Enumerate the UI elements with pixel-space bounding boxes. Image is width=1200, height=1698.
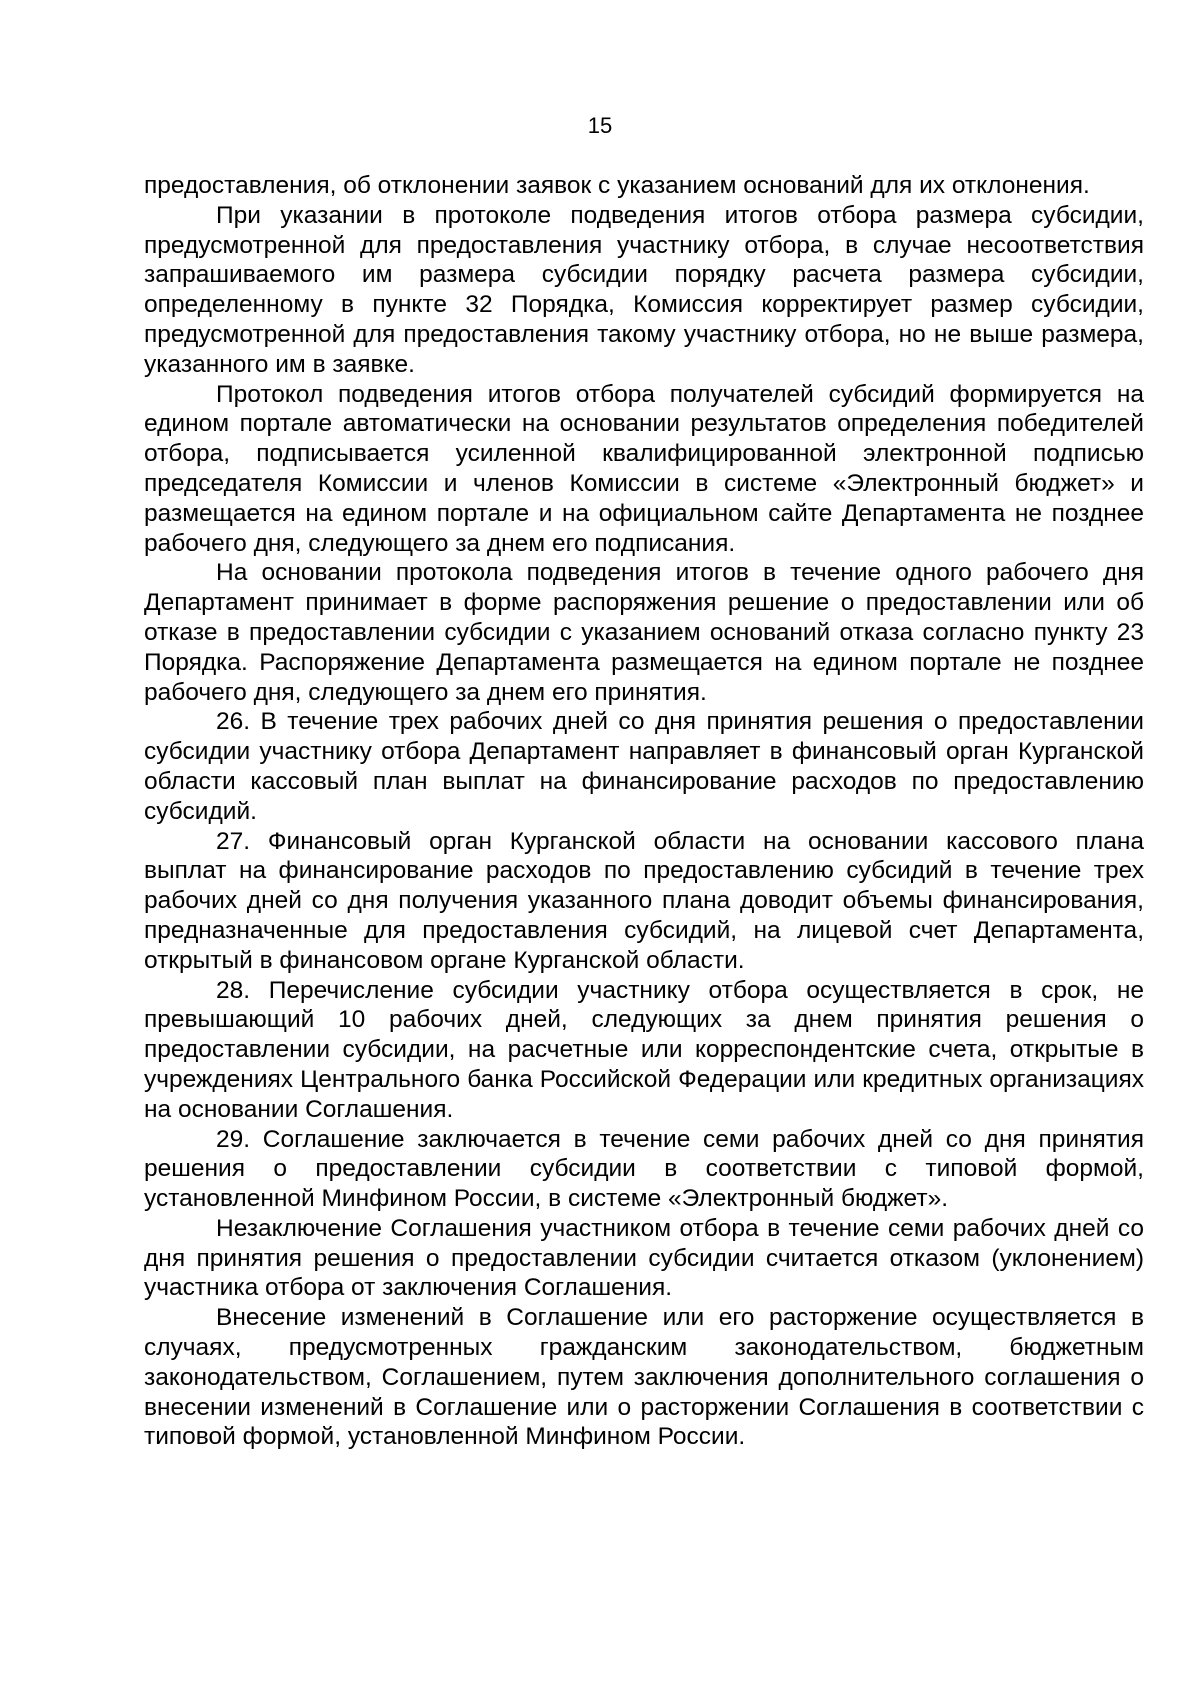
document-body bbox=[144, 171, 1144, 1452]
paragraph-item-26: 26. В течение трех рабочих дней со дня принятия решения о предоставлении субсидии участнику отбора Департамент направляет в финансовый орган Курганской области кассовый план выплат на финансирование расходов по предоставлению субсидий. bbox=[144, 708, 1144, 825]
paragraph-department-decision: На основании протокола подведения итогов в течение одного рабочего дня Департамент принимает в форме распоряжения решение о предоставлении или об отказе в предоставлении субсидии с указанием оснований отказа согласно пункту 23 Порядка. Распоряжение Департамента размещается на едином портале не позднее рабочего дня, следующего за днем его принятия. bbox=[144, 559, 1144, 706]
paragraph-subsidy-correction: При указании в протоколе подведения итогов отбора размера субсидии, предусмотренной для предоставления участнику отбора, в случае несоответствия запрашиваемого им размера субсидии порядку расчета размера субсидии, определенному в пункте 32 Порядка, Комиссия корректирует размер субсидии, предусмотренной для предоставления такому участнику отбора, но не выше размера, указанного им в заявке. bbox=[144, 201, 1144, 378]
paragraph-item-29: 29. Соглашение заключается в течение семи рабочих дней со дня принятия решения о предоставлении субсидии в соответствии с типовой формой, установленной Минфином России, в системе «Электронный бюджет». bbox=[144, 1125, 1144, 1213]
paragraph-non-conclusion: Незаключение Соглашения участником отбора в течение семи рабочих дней со дня принятия решения о предоставлении субсидии считается отказом (уклонением) участника отбора от заключения Соглашения. bbox=[144, 1214, 1144, 1302]
page-number: 15 bbox=[587, 113, 613, 138]
paragraph-continuation: предоставления, об отклонении заявок с указанием оснований для их отклонения. bbox=[144, 172, 1090, 199]
paragraph-amendments: Внесение изменений в Соглашение или его расторжение осуществляется в случаях, предусмотренных гражданским законодательством, бюджетным законодательством, Соглашением, путем заключения дополнительного соглашения о внесении изменений в Соглашение или о расторжении Соглашения в соответствии с типовой формой, установленной Минфином России. bbox=[144, 1304, 1144, 1451]
paragraph-item-28: 28. Перечисление субсидии участнику отбора осуществляется в срок, не превышающий 10 рабочих дней, следующих за днем принятия решения о предоставлении субсидии, на расчетные или корреспондентские счета, открытые в учреждениях Центрального банка Российской Федерации или кредитных организациях на основании Соглашения. bbox=[144, 976, 1144, 1123]
paragraph-item-27: 27. Финансовый орган Курганской области на основании кассового плана выплат на финансирование расходов по предоставлению субсидий в течение трех рабочих дней со дня получения указанного плана доводит объемы финансирования, предназначенные для предоставления субсидий, на лицевой счет Департамента, открытый в финансовом органе Курганской области. bbox=[144, 827, 1144, 974]
paragraph-selection-protocol: Протокол подведения итогов отбора получателей субсидий формируется на едином портале автоматически на основании результатов определения победителей отбора, подписывается усиленной квалифицированной электронной подписью председателя Комиссии и членов Комиссии в системе «Электронный бюджет» и размещается на едином портале и на официальном сайте Департамента не позднее рабочего дня, следующего за днем его подписания. bbox=[144, 380, 1144, 557]
